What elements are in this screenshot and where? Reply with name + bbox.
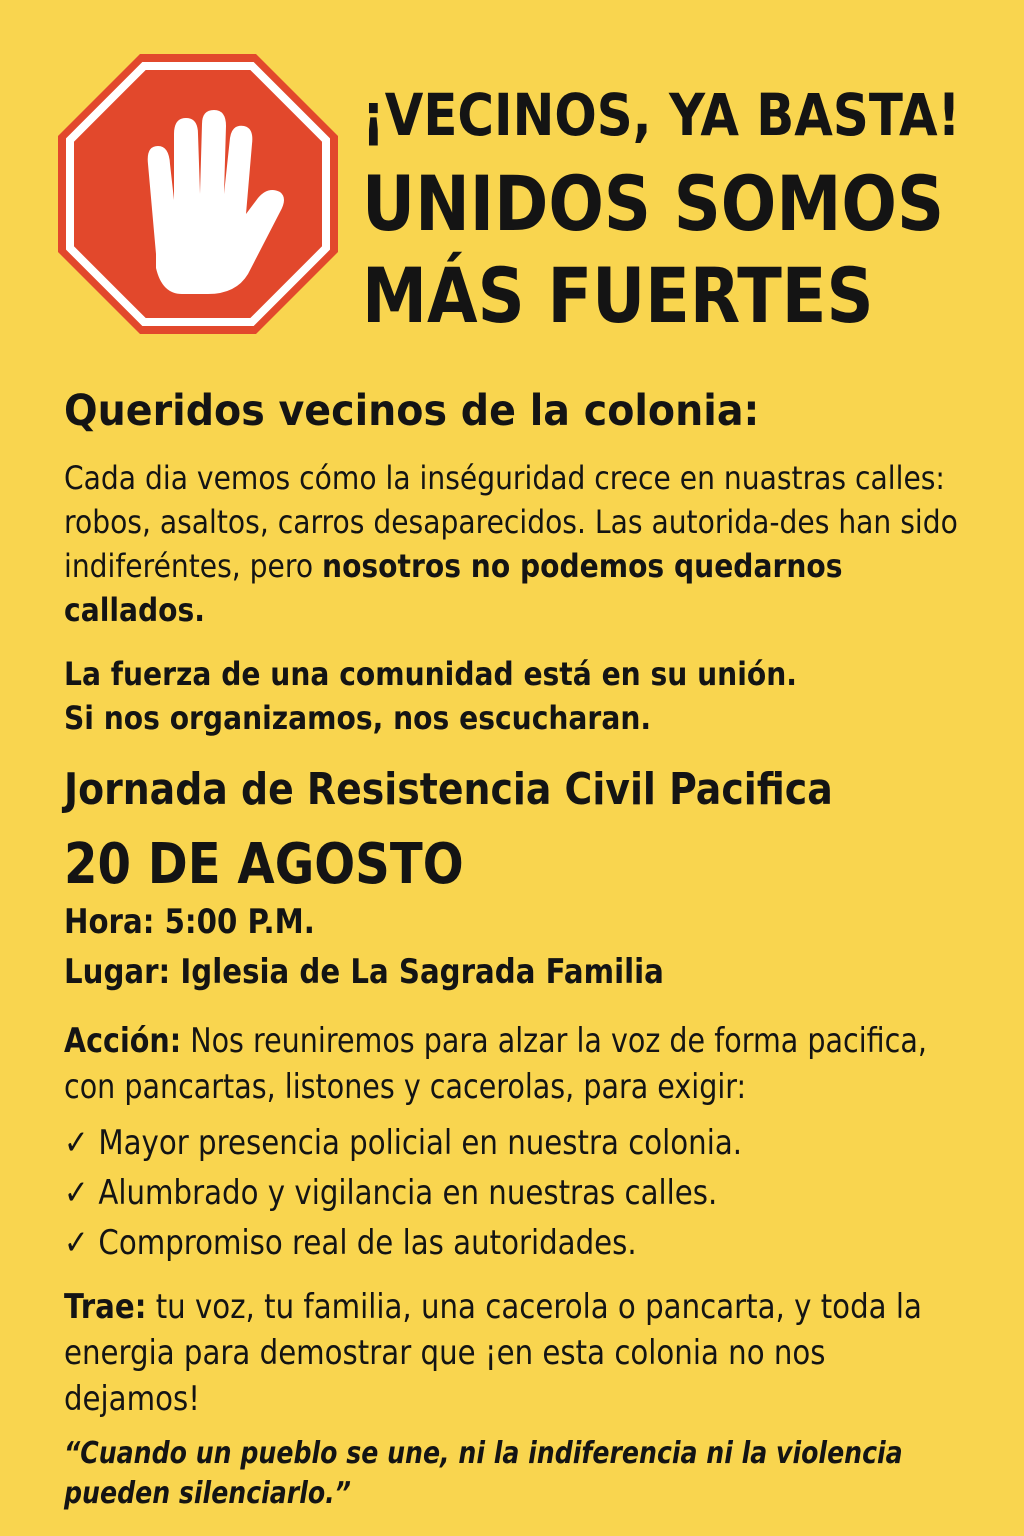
checkmark-icon: ✓ [64, 1123, 89, 1163]
greeting: Queridos vecinos de la colonia: [64, 386, 760, 436]
bring-text: tu voz, tu familia, una cacerola o pancarta, y toda la energia para demostrar que ¡en esta colonia no nos dejamos! [64, 1287, 922, 1419]
checkmark-icon: ✓ [64, 1173, 89, 1213]
headline-line-2: UNIDOS SOMOS [362, 159, 945, 248]
intro-text: Cada dia vemos cómo la inséguridad crece en nuastras calles: robos, asaltos, carros desaparecidos. Las autorida-des han sido indiferéntes, pero [64, 459, 958, 585]
event-place: Lugar: Iglesia de La Sagrada Familia [64, 952, 664, 992]
unity-statement [64, 652, 979, 740]
headline-line-3: MÁS FUERTES [362, 251, 874, 340]
event-time: Hora: 5:00 P.M. [64, 902, 315, 942]
demand-text: Mayor presencia policial en nuestra colonia. [98, 1123, 743, 1163]
action-text: Nos reuniremos para alzar la voz de forma pacifica, con pancartas, listones y cacerolas, para exigir: [64, 1021, 927, 1107]
demands-list [64, 1118, 967, 1268]
intro-bold-text: nosotros no podemos quedarnos callados. [64, 547, 843, 629]
intro-paragraph [64, 456, 979, 632]
unity-line-2: Si nos organizamos, nos escucharan. [64, 699, 652, 737]
action-label: Acción: [64, 1021, 182, 1061]
list-item [64, 1218, 967, 1268]
headline-line-1: ¡VECINOS, YA BASTA! [362, 81, 961, 149]
list-item [64, 1118, 967, 1168]
event-date: 20 DE AGOSTO [64, 832, 464, 897]
action-paragraph [64, 1018, 971, 1110]
bring-label: Trae: [64, 1287, 147, 1327]
unity-line-1: La fuerza de una comunidad está en su unión. [64, 655, 797, 693]
bring-paragraph [64, 1284, 967, 1422]
demand-text: Alumbrado y vigilancia en nuestras calles. [98, 1173, 718, 1213]
headline [362, 72, 961, 342]
list-item [64, 1168, 967, 1218]
closing-quote: “Cuando un pueblo se une, ni la indiferencia ni la violencia pueden silenciarlo.” [64, 1436, 903, 1511]
demand-text: Compromiso real de las autoridades. [98, 1223, 637, 1263]
stop-hand-icon [58, 54, 338, 334]
event-title: Jornada de Resistencia Civil Pacifica [64, 764, 833, 815]
checkmark-icon: ✓ [64, 1223, 89, 1263]
